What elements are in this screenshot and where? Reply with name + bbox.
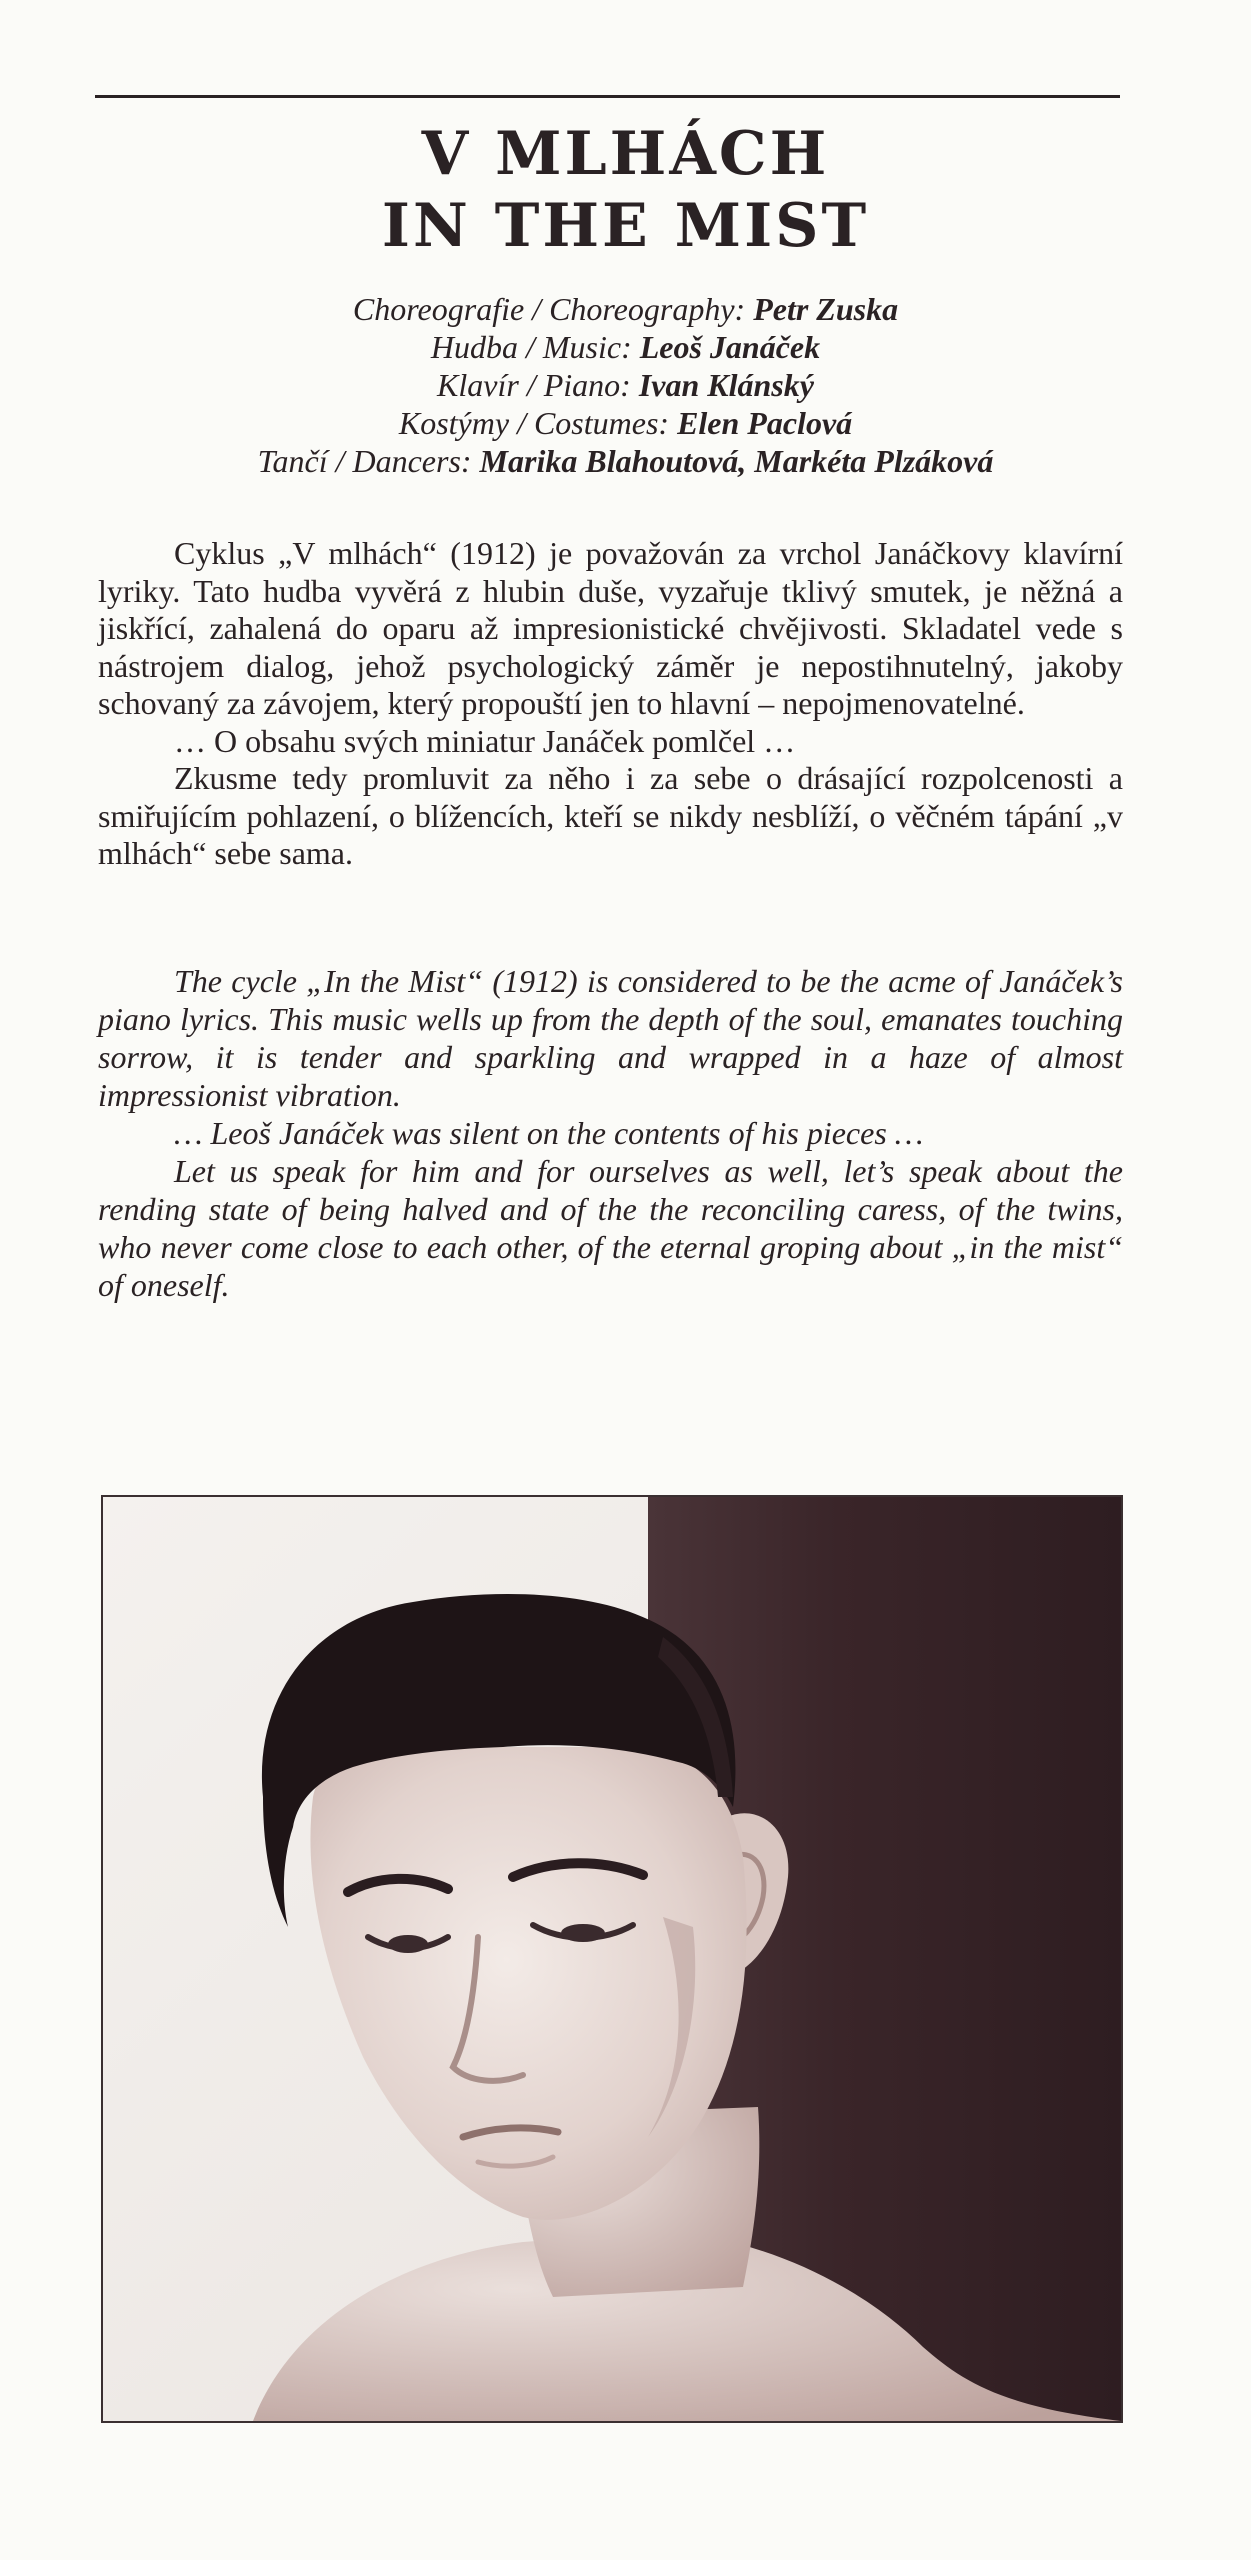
credit-label: Tančí / Dancers: <box>257 443 480 479</box>
english-description <box>98 962 1123 1304</box>
credit-music <box>0 328 1251 366</box>
top-rule <box>95 95 1120 98</box>
dancer-portrait-image <box>103 1497 1121 2421</box>
credit-value: Leoš Janáček <box>639 329 821 365</box>
credit-label: Kostýmy / Costumes: <box>398 405 678 441</box>
credit-value: Elen Paclová <box>677 405 853 441</box>
title-block <box>0 118 1251 262</box>
czech-paragraph: Cyklus „V mlhách“ (1912) je považován za vrchol Janáčkovy klavírní lyriky. Tato hudba vyvěrá z hlubin duše, vyzařuje tklivý smutek, je něžná a jiskřící, zahalená do oparu až impresionistické chvějivosti. Skladatel vede s nástrojem dialog, jehož psychologický záměr je nepostihnutelný, jakoby schovaný za závojem, který propouští jen to hlavní – nepojmenovatelné. <box>98 535 1123 721</box>
english-paragraph: … Leoš Janáček was silent on the contents of his pieces … <box>174 1115 924 1151</box>
czech-paragraph: … O obsahu svých miniatur Janáček pomlčel … <box>174 722 796 759</box>
dancer-photo <box>101 1495 1123 2423</box>
credit-label: Hudba / Music: <box>430 329 640 365</box>
credit-piano <box>0 366 1251 404</box>
english-paragraph: The cycle „In the Mist“ (1912) is considered to be the acme of Janáček’s piano lyrics. This music wells up from the depth of the soul, emanates touching sorrow, it is tender and sparkling and wrapped in a haze of almost impressionist vibration. <box>98 963 1123 1113</box>
credit-value: Marika Blahoutová, Markéta Plzáková <box>479 443 994 479</box>
credit-value: Ivan Klánský <box>638 367 814 403</box>
title-czech: V MLHÁCH <box>421 119 830 189</box>
credit-choreography <box>0 290 1251 328</box>
czech-description <box>98 535 1123 873</box>
credit-dancers <box>0 442 1251 480</box>
credit-label: Klavír / Piano: <box>437 367 639 403</box>
title-english: IN THE MIST <box>381 191 870 261</box>
czech-paragraph: Zkusme tedy promluvit za něho i za sebe o drásající rozpolcenosti a smiřujícím pohlazení, o blížencích, kteří se nikdy nesblíží, o věčném tápání „v mlhách“ sebe sama. <box>98 760 1123 871</box>
credit-label: Choreografie / Choreography: <box>352 291 754 327</box>
credit-costumes <box>0 404 1251 442</box>
credit-value: Petr Zuska <box>753 291 899 327</box>
english-paragraph: Let us speak for him and for ourselves as well, let’s speak about the rending state of being halved and of the the reconciling caress, of the twins, who never come close to each other, of the eternal groping about „in the mist“ of oneself. <box>98 1153 1123 1303</box>
credits <box>0 290 1251 480</box>
